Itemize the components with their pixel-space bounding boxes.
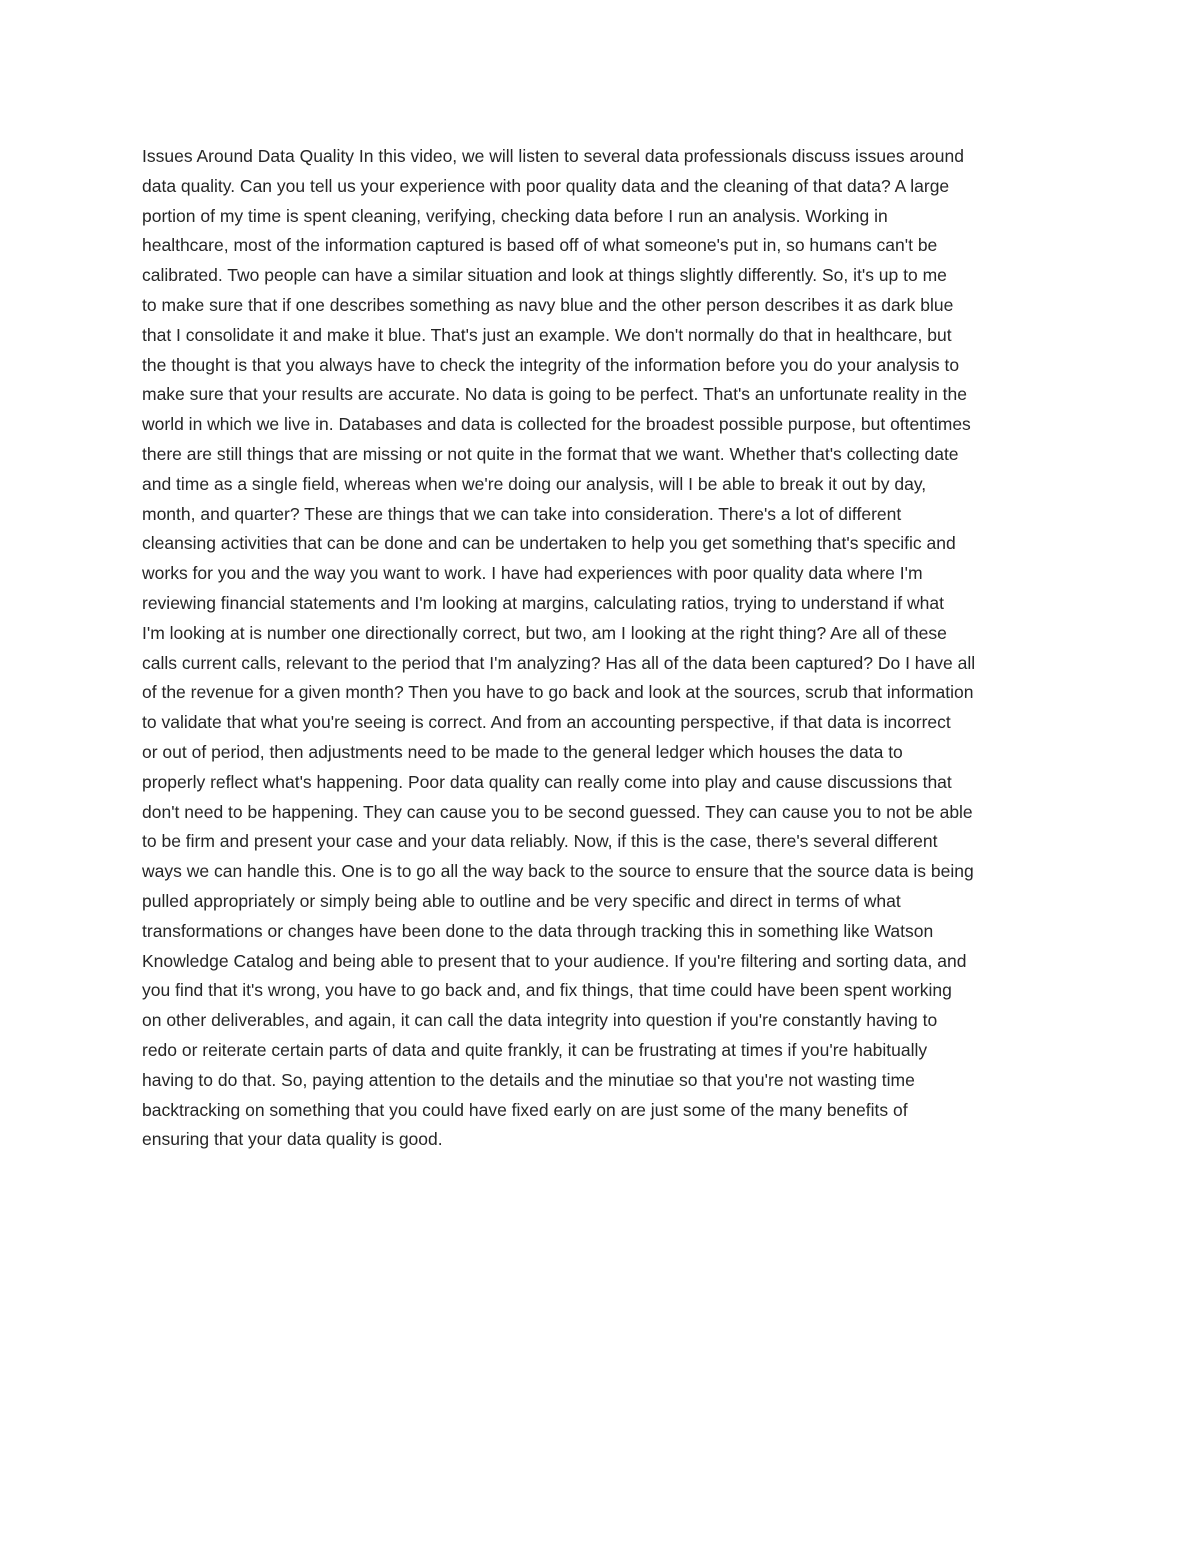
text-line: Issues Around Data Quality In this video, we will listen to several data professionals discuss issues around [142, 146, 964, 166]
text-line: portion of my time is spent cleaning, verifying, checking data before I run an analysis. Working in [142, 205, 888, 226]
text-line: that I consolidate it and make it blue. That's just an example. We don't normally do that in healthcare, but [142, 324, 952, 345]
text-line: make sure that your results are accurate. No data is going to be perfect. That's an unfortunate reality in the [142, 384, 968, 405]
text-line: there are still things that are missing or not quite in the format that we want. Whether that's collecting date [142, 443, 959, 464]
text-line: ways we can handle this. One is to go all the way back to the source to ensure that the source data is being [142, 861, 974, 882]
text-line: Knowledge Catalog and being able to present that to your audience. If you're filtering and sorting data, and [142, 950, 967, 971]
text-line: pulled appropriately or simply being able to outline and be very specific and direct in terms of what [142, 890, 901, 911]
text-line: to be firm and present your case and your data reliably. Now, if this is the case, there's several different [142, 831, 938, 852]
text-line: the thought is that you always have to check the integrity of the information before you do your analysis to [142, 354, 960, 375]
text-line: redo or reiterate certain parts of data and quite frankly, it can be frustrating at times if you're habitually [142, 1039, 928, 1060]
text-line: don't need to be happening. They can cause you to be second guessed. They can cause you to not be able [142, 801, 973, 822]
text-line: backtracking on something that you could have fixed early on are just some of the many benefits of [142, 1099, 908, 1120]
text-line: calls current calls, relevant to the period that I'm analyzing? Has all of the data been captured? Do I have all [142, 652, 976, 673]
text-line: reviewing financial statements and I'm looking at margins, calculating ratios, trying to understand if what [142, 592, 944, 613]
text-line: to make sure that if one describes something as navy blue and the other person describes it as dark blue [142, 294, 954, 315]
text-line: to validate that what you're seeing is correct. And from an accounting perspective, if that data is incorrect [142, 712, 951, 733]
text-line: data quality. Can you tell us your experience with poor quality data and the cleaning of that data? A large [142, 175, 950, 196]
text-line: ensuring that your data quality is good. [142, 1129, 443, 1150]
text-line: I'm looking at is number one directionally correct, but two, am I looking at the right thing? Are all of these [142, 622, 947, 643]
text-line: world in which we live in. Databases and data is collected for the broadest possible purpose, but oftentimes [142, 414, 971, 435]
text-line: properly reflect what's happening. Poor data quality can really come into play and cause discussions that [142, 771, 952, 792]
text-line: of the revenue for a given month? Then you have to go back and look at the sources, scrub that information [142, 682, 974, 703]
text-line: you find that it's wrong, you have to go back and, and fix things, that time could have been spent working [142, 980, 952, 1001]
text-line: on other deliverables, and again, it can call the data integrity into question if you're constantly having to [142, 1010, 938, 1031]
text-line: and time as a single field, whereas when we're doing our analysis, will I be able to break it out by day, [142, 473, 927, 494]
text-line: calibrated. Two people can have a similar situation and look at things slightly differently. So, it's up to me [142, 265, 947, 286]
text-line: transformations or changes have been done to the data through tracking this in something like Watson [142, 920, 934, 941]
text-line: healthcare, most of the information captured is based off of what someone's put in, so humans can't be [142, 235, 938, 256]
document-body-text [142, 142, 1060, 1155]
text-line: month, and quarter? These are things that we can take into consideration. There's a lot of different [142, 503, 902, 524]
text-line: having to do that. So, paying attention to the details and the minutiae so that you're not wasting time [142, 1069, 915, 1090]
text-line: or out of period, then adjustments need to be made to the general ledger which houses the data to [142, 741, 903, 762]
text-line: cleansing activities that can be done and can be undertaken to help you get something that's specific and [142, 533, 956, 554]
text-line: works for you and the way you want to work. I have had experiences with poor quality data where I'm [142, 563, 923, 584]
